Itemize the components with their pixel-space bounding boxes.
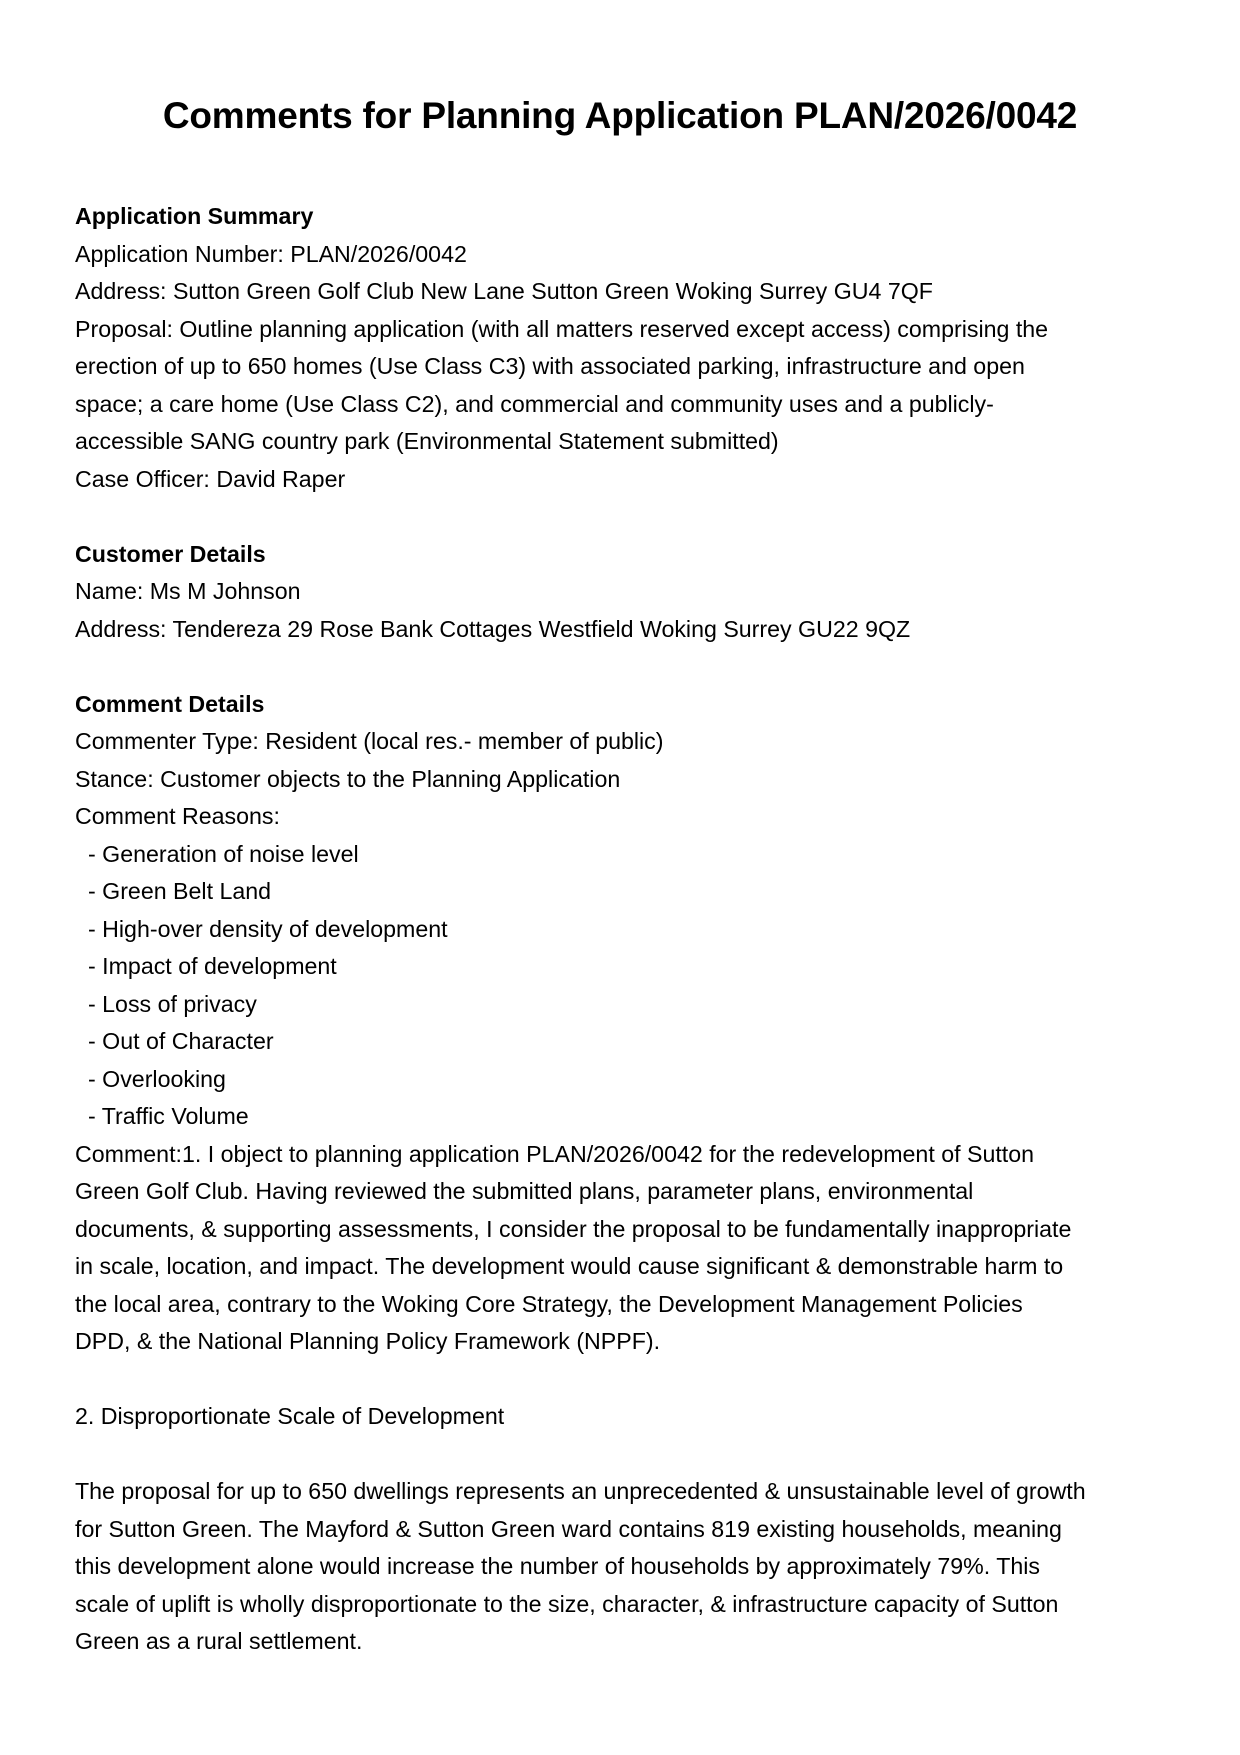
- section-2-heading: 2. Disproportionate Scale of Development: [75, 1403, 505, 1429]
- section-2-line: for Sutton Green. The Mayford & Sutton Green ward contains 819 existing households, meaning: [75, 1515, 1062, 1542]
- comment-reason-item: - Generation of noise level: [88, 840, 359, 867]
- spacer: [75, 1361, 1175, 1399]
- comment-reason-item: - Impact of development: [88, 953, 337, 979]
- section-2-line: Green as a rural settlement.: [75, 1628, 363, 1654]
- customer-details-section: [75, 536, 1175, 649]
- spacer: [75, 498, 1175, 536]
- page-title: Comments for Planning Application PLAN/2026/0042: [162, 95, 1078, 136]
- comment-reason-item: - Green Belt Land: [88, 878, 272, 904]
- section-2-text: [75, 1473, 1175, 1661]
- section-2-line: scale of uplift is wholly disproportionate to the size, character, & infrastructure capacity of Sutton: [75, 1590, 1059, 1617]
- case-officer: Case Officer: David Raper: [75, 465, 346, 492]
- customer-details-heading: Customer Details: [75, 540, 266, 567]
- comment-reasons-label: Comment Reasons:: [75, 803, 280, 829]
- comment-reasons-list: [75, 836, 1175, 1136]
- comment-line: the local area, contrary to the Woking Core Strategy, the Development Management Policies: [75, 1290, 1023, 1317]
- proposal-line: space; a care home (Use Class C2), and commercial and community uses and a publicly-: [75, 390, 994, 417]
- comment-reason-item: - High-over density of development: [88, 915, 448, 942]
- application-number: Application Number: PLAN/2026/0042: [75, 240, 467, 267]
- comment-reason-item: - Out of Character: [88, 1028, 274, 1054]
- section-2-line: The proposal for up to 650 dwellings represents an unprecedented & unsustainable level of growth: [75, 1478, 1086, 1504]
- comment-line: Green Golf Club. Having reviewed the submitted plans, parameter plans, environmental: [75, 1178, 974, 1204]
- comment-reason-item: - Traffic Volume: [88, 1103, 249, 1129]
- proposal-line: erection of up to 650 homes (Use Class C3) with associated parking, infrastructure and open: [75, 353, 1025, 379]
- comment-reason-item: - Overlooking: [88, 1065, 226, 1092]
- comment-line: DPD, & the National Planning Policy Framework (NPPF).: [75, 1328, 661, 1354]
- comment-line: in scale, location, and impact. The development would cause significant & demonstrable harm to: [75, 1253, 1064, 1279]
- proposal-line: accessible SANG country park (Environmental Statement submitted): [75, 428, 779, 454]
- comment-line: Comment:1. I object to planning application PLAN/2026/0042 for the redevelopment of Sutton: [75, 1140, 1035, 1167]
- document-body: [75, 198, 1175, 1661]
- application-summary-section: [75, 198, 1175, 498]
- comment-reason-item: - Loss of privacy: [88, 990, 257, 1017]
- spacer: [75, 648, 1175, 686]
- stance: Stance: Customer objects to the Planning Application: [75, 765, 621, 792]
- comment-details-heading: Comment Details: [75, 690, 265, 717]
- comment-text: [75, 1136, 1175, 1361]
- section-2-line: this development alone would increase the number of households by approximately 79%. This: [75, 1553, 1040, 1579]
- spacer: [75, 1436, 1175, 1474]
- comment-details-section: [75, 686, 1175, 1661]
- commenter-type: Commenter Type: Resident (local res.- member of public): [75, 728, 664, 754]
- application-address: Address: Sutton Green Golf Club New Lane Sutton Green Woking Surrey GU4 7QF: [75, 278, 933, 304]
- proposal-line: Proposal: Outline planning application (with all matters reserved except access) comprising the: [75, 315, 1049, 342]
- comment-line: documents, & supporting assessments, I consider the proposal to be fundamentally inappropriate: [75, 1215, 1072, 1242]
- application-summary-heading: Application Summary: [75, 203, 314, 229]
- customer-address: Address: Tendereza 29 Rose Bank Cottages Westfield Woking Surrey GU22 9QZ: [75, 615, 911, 642]
- customer-name: Name: Ms M Johnson: [75, 578, 301, 604]
